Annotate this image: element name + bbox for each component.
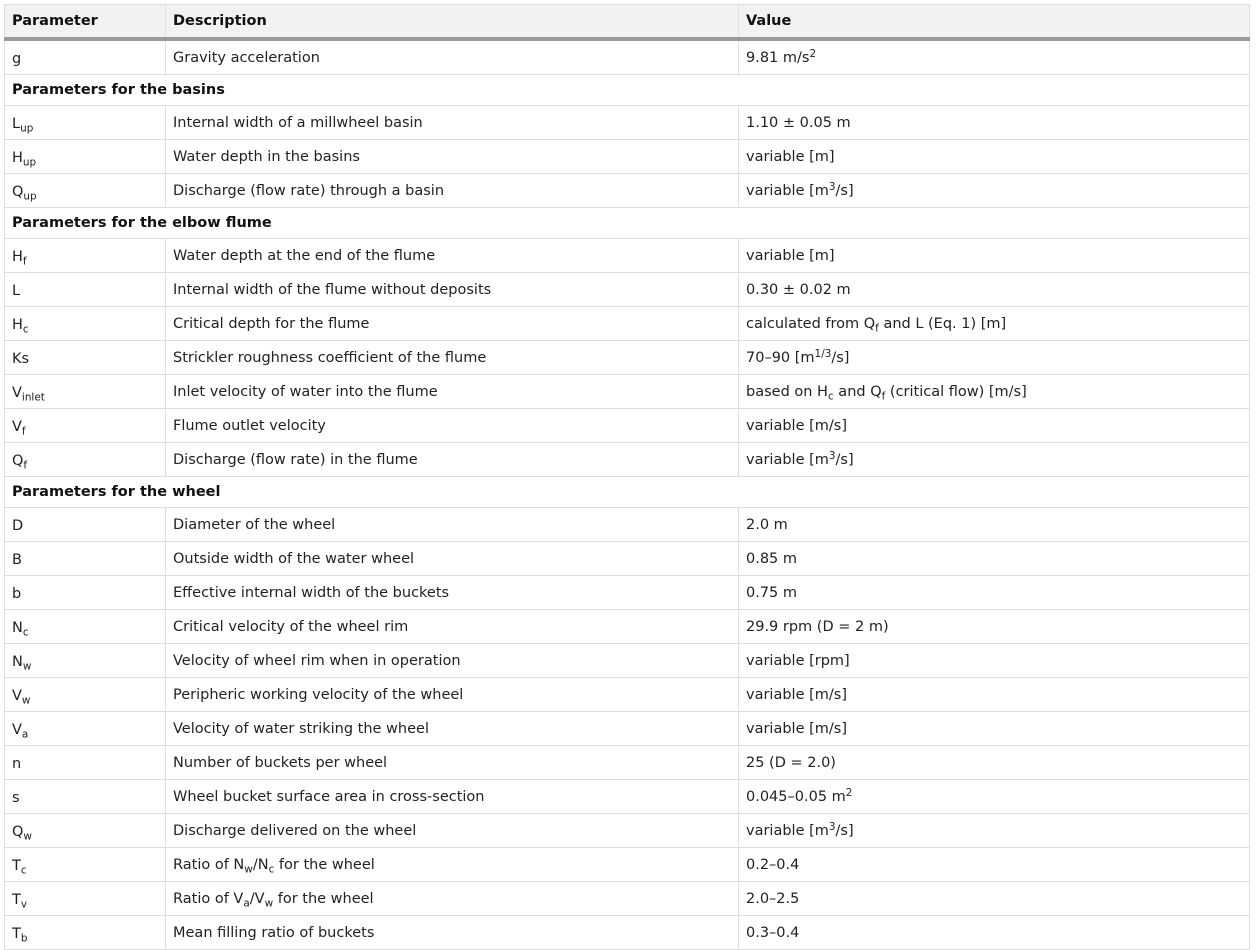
description-cell: Discharge (flow rate) through a basin [166,174,739,208]
description-cell: Flume outlet velocity [166,409,739,443]
description-cell: Velocity of wheel rim when in operation [166,644,739,678]
section-row [5,75,1250,106]
table-row [5,882,1250,916]
parameter-cell: b [5,576,166,610]
value-cell: variable [rpm] [739,644,1250,678]
description-cell: Internal width of a millwheel basin [166,106,739,140]
description-cell: Outside width of the water wheel [166,542,739,576]
parameter-cell: $V_{inlet}$ [5,375,166,409]
description-cell: Effective internal width of the buckets [166,576,739,610]
header-parameter[interactable]: Parameter [5,5,166,40]
parameter-cell: $Q_f$ [5,443,166,477]
description-cell: Water depth in the basins [166,140,739,174]
table-row [5,644,1250,678]
table-row [5,610,1250,644]
parameter-cell: $Q_{up}$ [5,174,166,208]
parameter-cell: $L_{up}$ [5,106,166,140]
description-cell: Wheel bucket surface area in cross-section [166,780,739,814]
value-cell: 0.045–0.05 $m^2$ [739,780,1250,814]
parameter-cell: $N_w$ [5,644,166,678]
table-header-row [5,5,1250,40]
value-cell: 25 (D = 2.0) [739,746,1250,780]
table-row [5,712,1250,746]
section-title: Parameters for the wheel [5,477,1250,508]
value-cell: variable $[m^3/s]$ [739,443,1250,477]
description-cell: Critical depth for the flume [166,307,739,341]
table-row [5,746,1250,780]
parameter-cell: g [5,39,166,75]
description-cell: Internal width of the flume without deposits [166,273,739,307]
parameter-cell: $T_b$ [5,916,166,950]
table-row [5,542,1250,576]
table-row [5,508,1250,542]
table-row [5,106,1250,140]
table-row [5,443,1250,477]
parameter-cell: $V_f$ [5,409,166,443]
table-row [5,140,1250,174]
description-cell: Peripheric working velocity of the wheel [166,678,739,712]
parameter-cell: $T_v$ [5,882,166,916]
description-cell: Ratio of $N_w/N_c$ for the wheel [166,848,739,882]
description-cell: Mean filling ratio of buckets [166,916,739,950]
table-row [5,916,1250,950]
table-row [5,307,1250,341]
value-cell: 9.81 $m/s^2$ [739,39,1250,75]
table-row [5,576,1250,610]
value-cell: variable [m] [739,140,1250,174]
parameter-cell: $H_c$ [5,307,166,341]
description-cell: Discharge delivered on the wheel [166,814,739,848]
table-row [5,174,1250,208]
table-row [5,39,1250,75]
table-container [4,4,1249,950]
section-title: Parameters for the elbow flume [5,208,1250,239]
value-cell: based on $H_c$ and $Q_f$ (critical flow) [m/s] [739,375,1250,409]
value-cell: 29.9 rpm (D = 2 m) [739,610,1250,644]
parameter-cell: $H_{up}$ [5,140,166,174]
description-cell: Ratio of $V_a/V_w$ for the wheel [166,882,739,916]
parameters-table [4,4,1250,950]
table-row [5,409,1250,443]
header-value[interactable]: Value [739,5,1250,40]
table-row [5,814,1250,848]
description-cell: Discharge (flow rate) in the flume [166,443,739,477]
value-cell: 2.0–2.5 [739,882,1250,916]
parameter-cell: $N_c$ [5,610,166,644]
table-body [5,39,1250,950]
parameter-cell: B [5,542,166,576]
parameter-cell: Ks [5,341,166,375]
parameter-cell: $V_w$ [5,678,166,712]
value-cell: 0.30 ± 0.02 m [739,273,1250,307]
value-cell: calculated from $Q_f$ and L (Eq. 1) [m] [739,307,1250,341]
value-cell: variable [m/s] [739,712,1250,746]
value-cell: variable $[m^3/s]$ [739,814,1250,848]
parameter-cell: n [5,746,166,780]
table-row [5,239,1250,273]
value-cell: 0.85 m [739,542,1250,576]
value-cell: 70–90 $[m^{1/3}/s]$ [739,341,1250,375]
value-cell: 0.3–0.4 [739,916,1250,950]
value-cell: 0.75 m [739,576,1250,610]
header-description[interactable]: Description [166,5,739,40]
description-cell: Gravity acceleration [166,39,739,75]
parameter-cell: $T_c$ [5,848,166,882]
description-cell: Diameter of the wheel [166,508,739,542]
value-cell: variable $[m^3/s]$ [739,174,1250,208]
table-row [5,848,1250,882]
table-row [5,273,1250,307]
parameter-cell: s [5,780,166,814]
description-cell: Water depth at the end of the flume [166,239,739,273]
table-row [5,375,1250,409]
table-row [5,780,1250,814]
value-cell: 0.2–0.4 [739,848,1250,882]
parameter-cell: L [5,273,166,307]
section-title: Parameters for the basins [5,75,1250,106]
description-cell: Inlet velocity of water into the flume [166,375,739,409]
value-cell: 2.0 m [739,508,1250,542]
description-cell: Strickler roughness coefficient of the flume [166,341,739,375]
table-row [5,341,1250,375]
table-row [5,678,1250,712]
description-cell: Critical velocity of the wheel rim [166,610,739,644]
section-row [5,477,1250,508]
value-cell: 1.10 ± 0.05 m [739,106,1250,140]
value-cell: variable [m/s] [739,678,1250,712]
parameter-cell: $H_f$ [5,239,166,273]
parameter-cell: D [5,508,166,542]
section-row [5,208,1250,239]
parameter-cell: $Q_w$ [5,814,166,848]
description-cell: Velocity of water striking the wheel [166,712,739,746]
value-cell: variable [m] [739,239,1250,273]
parameter-cell: $V_a$ [5,712,166,746]
description-cell: Number of buckets per wheel [166,746,739,780]
value-cell: variable [m/s] [739,409,1250,443]
